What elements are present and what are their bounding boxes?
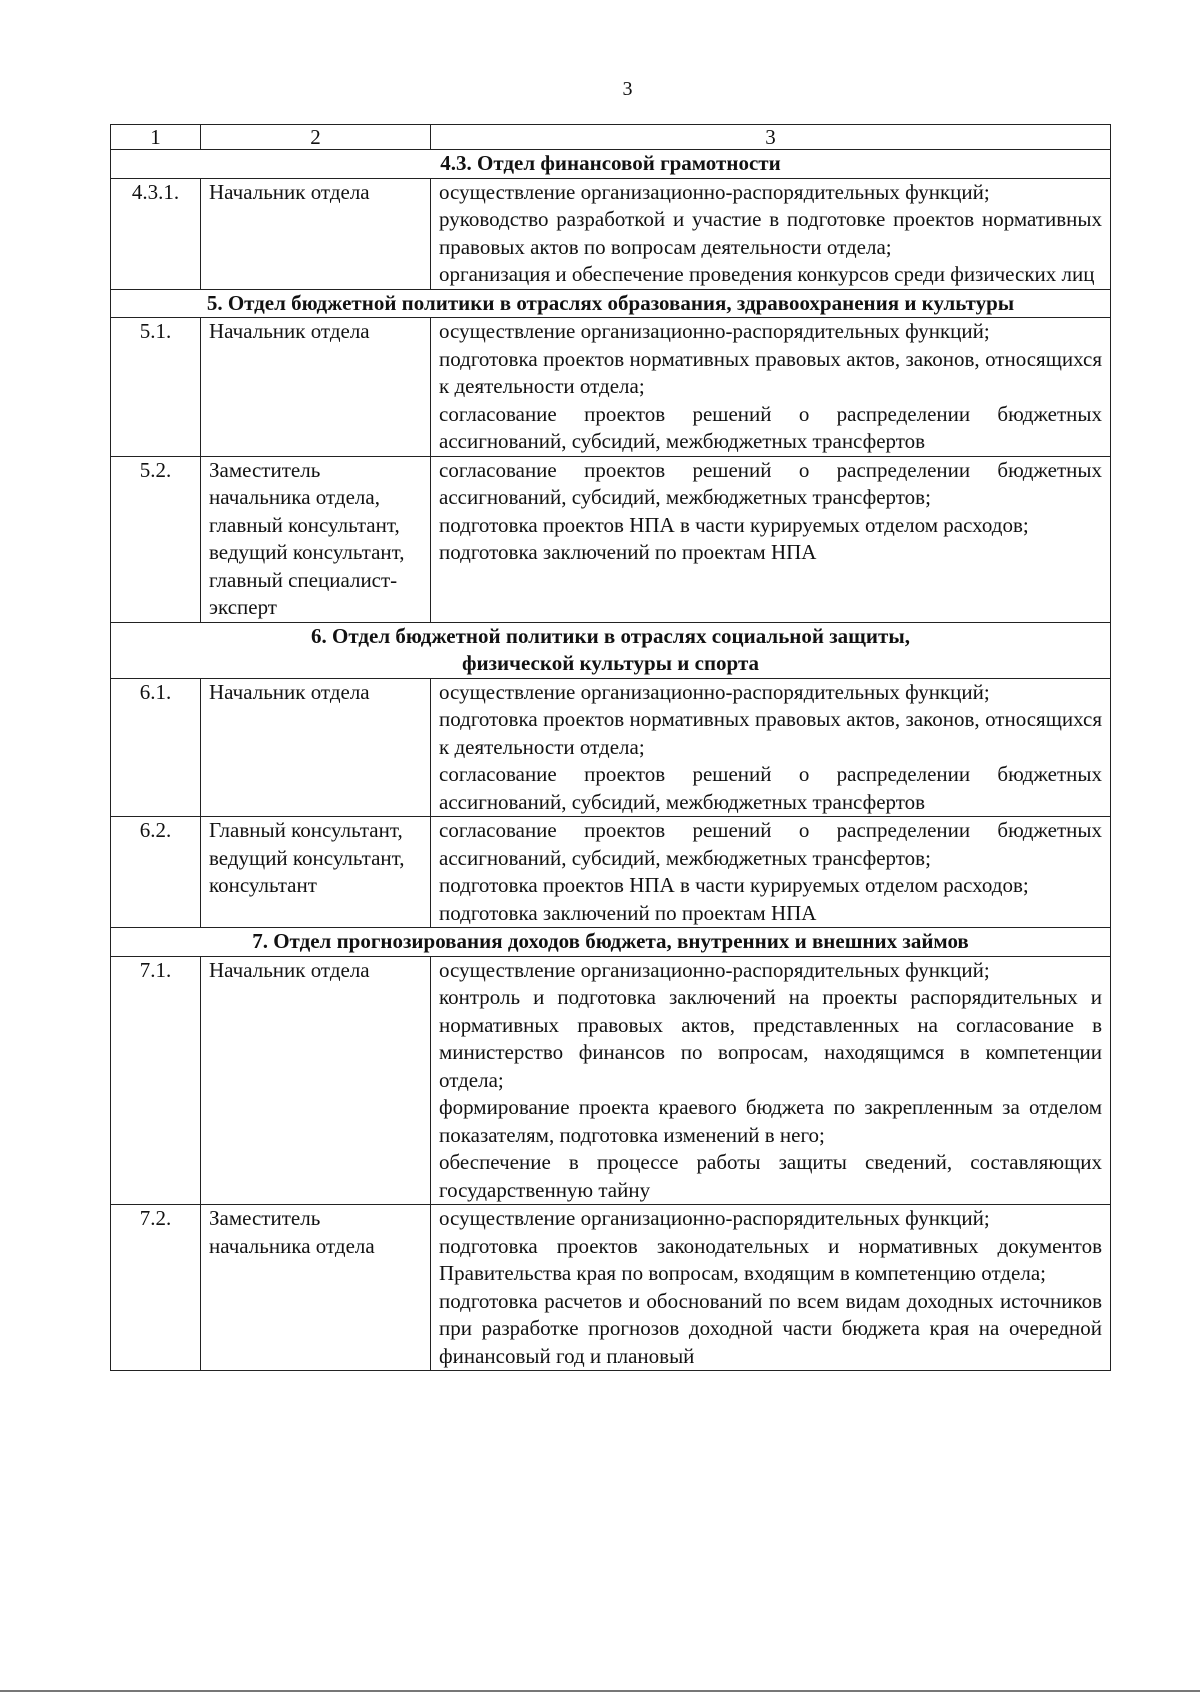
header-col-1: 1 — [111, 125, 201, 150]
row-number: 7.1. — [111, 956, 201, 1205]
table-row — [111, 178, 1111, 289]
duties-cell — [431, 956, 1111, 1205]
row-number: 7.2. — [111, 1205, 201, 1371]
duty-item: согласование проектов решений о распределении бюджетных ассигнований, субсидий, межбюджетных трансфертов — [439, 401, 1102, 453]
row-number: 6.2. — [111, 817, 201, 928]
row-number: 6.1. — [111, 678, 201, 817]
duty-item: осуществление организационно-распорядительных функций; — [439, 1206, 990, 1230]
row-number: 4.3.1. — [111, 178, 201, 289]
header-col-2: 2 — [201, 125, 431, 150]
duty-item: подготовка заключений по проектам НПА — [439, 900, 817, 925]
section-title-line: 4.3. Отдел финансовой грамотности — [440, 151, 781, 175]
row-number: 5.2. — [111, 456, 201, 622]
duties-cell — [431, 178, 1111, 289]
duty-item: контроль и подготовка заключений на проекты распорядительных и нормативных правовых актов, представленных на согласование в министерство финансов по вопросам, находящимся в компетенции отдела; — [439, 985, 1102, 1092]
table-row — [111, 318, 1111, 457]
duty-item: подготовка проектов НПА в части курируемых отделом расходов; — [439, 873, 1029, 897]
table-row — [111, 678, 1111, 817]
table-row — [111, 456, 1111, 622]
duty-item: согласование проектов решений о распределении бюджетных ассигнований, субсидий, межбюджетных трансфертов; — [439, 818, 1102, 870]
duty-item: формирование проекта краевого бюджета по закрепленным за отделом показателям, подготовка изменений в него; — [439, 1095, 1102, 1147]
duty-item: согласование проектов решений о распределении бюджетных ассигнований, субсидий, межбюджетных трансфертов; — [439, 457, 1102, 509]
duty-item: подготовка заключений по проектам НПА — [439, 540, 817, 564]
duties-table — [110, 124, 1111, 1371]
section-title-line: физической культуры и спорта — [461, 651, 760, 675]
duty-item: подготовка расчетов и обоснований по всем видам доходных источников при разработке прогнозов доходной части бюджета края на очередной финансовый год и плановый — [439, 1288, 1102, 1368]
duty-item: подготовка проектов законодательных и нормативных документов Правительства края по вопросам, входящим в компетенцию отдела; — [439, 1233, 1102, 1285]
duties-cell — [431, 318, 1111, 457]
duty-item: подготовка проектов нормативных правовых актов, законов, относящихся к деятельности отдела; — [439, 346, 1102, 398]
position-title: Начальник отдела — [201, 678, 431, 817]
duty-item: подготовка проектов НПА в части курируемых отделом расходов; — [439, 512, 1029, 537]
position-title: Главный консультант, ведущий консультант, консультант — [201, 817, 431, 928]
section-title-line: 7. Отдел прогнозирования доходов бюджета, внутренних и внешних займов — [252, 929, 969, 953]
position-title: Заместитель начальника отдела, главный консультант, ведущий консультант, главный специалист-эксперт — [201, 456, 431, 622]
duty-item: осуществление организационно-распорядительных функций; — [439, 319, 990, 343]
duty-item: руководство разработкой и участие в подготовке проектов нормативных правовых актов по вопросам деятельности отдела; — [439, 207, 1102, 259]
table-header-row — [111, 125, 1111, 150]
duty-item: обеспечение в процессе работы защиты сведений, составляющих государственную тайну — [439, 1150, 1102, 1202]
row-number: 5.1. — [111, 318, 201, 457]
scan-edge-line — [0, 1690, 1200, 1692]
duties-cell — [431, 817, 1111, 928]
position-title: Начальник отдела — [201, 178, 431, 289]
section-heading-row — [111, 150, 1111, 179]
section-title — [111, 289, 1111, 318]
duty-item: согласование проектов решений о распределении бюджетных ассигнований, субсидий, межбюджетных трансфертов — [439, 762, 1102, 814]
duty-item: осуществление организационно-распорядительных функций; — [439, 679, 990, 704]
duties-cell — [431, 456, 1111, 622]
table-row — [111, 1205, 1111, 1371]
page-number: 3 — [622, 78, 633, 100]
position-title: Начальник отдела — [201, 956, 431, 1205]
section-title-line: 6. Отдел бюджетной политики в отраслях социальной защиты, — [311, 623, 910, 648]
table-row — [111, 956, 1111, 1205]
duties-cell — [431, 1205, 1111, 1371]
duty-item: осуществление организационно-распорядительных функций; — [439, 957, 990, 982]
duties-cell — [431, 678, 1111, 817]
duties-table-body — [111, 125, 1111, 1371]
table-row — [111, 817, 1111, 928]
section-title — [111, 928, 1111, 957]
section-title-line: 5. Отдел бюджетной политики в отраслях образования, здравоохранения и культуры — [206, 290, 1015, 315]
section-heading-row — [111, 928, 1111, 957]
section-heading-row — [111, 289, 1111, 318]
position-title: Заместитель начальника отдела — [201, 1205, 431, 1371]
duty-item: подготовка проектов нормативных правовых актов, законов, относящихся к деятельности отдела; — [439, 707, 1102, 759]
header-col-3: 3 — [431, 125, 1111, 150]
section-heading-row — [111, 622, 1111, 678]
section-title — [111, 150, 1111, 179]
position-title: Начальник отдела — [201, 318, 431, 457]
duty-item: организация и обеспечение проведения конкурсов среди физических лиц — [439, 262, 1095, 286]
section-title — [111, 622, 1111, 678]
duty-item: осуществление организационно-распорядительных функций; — [439, 179, 990, 204]
